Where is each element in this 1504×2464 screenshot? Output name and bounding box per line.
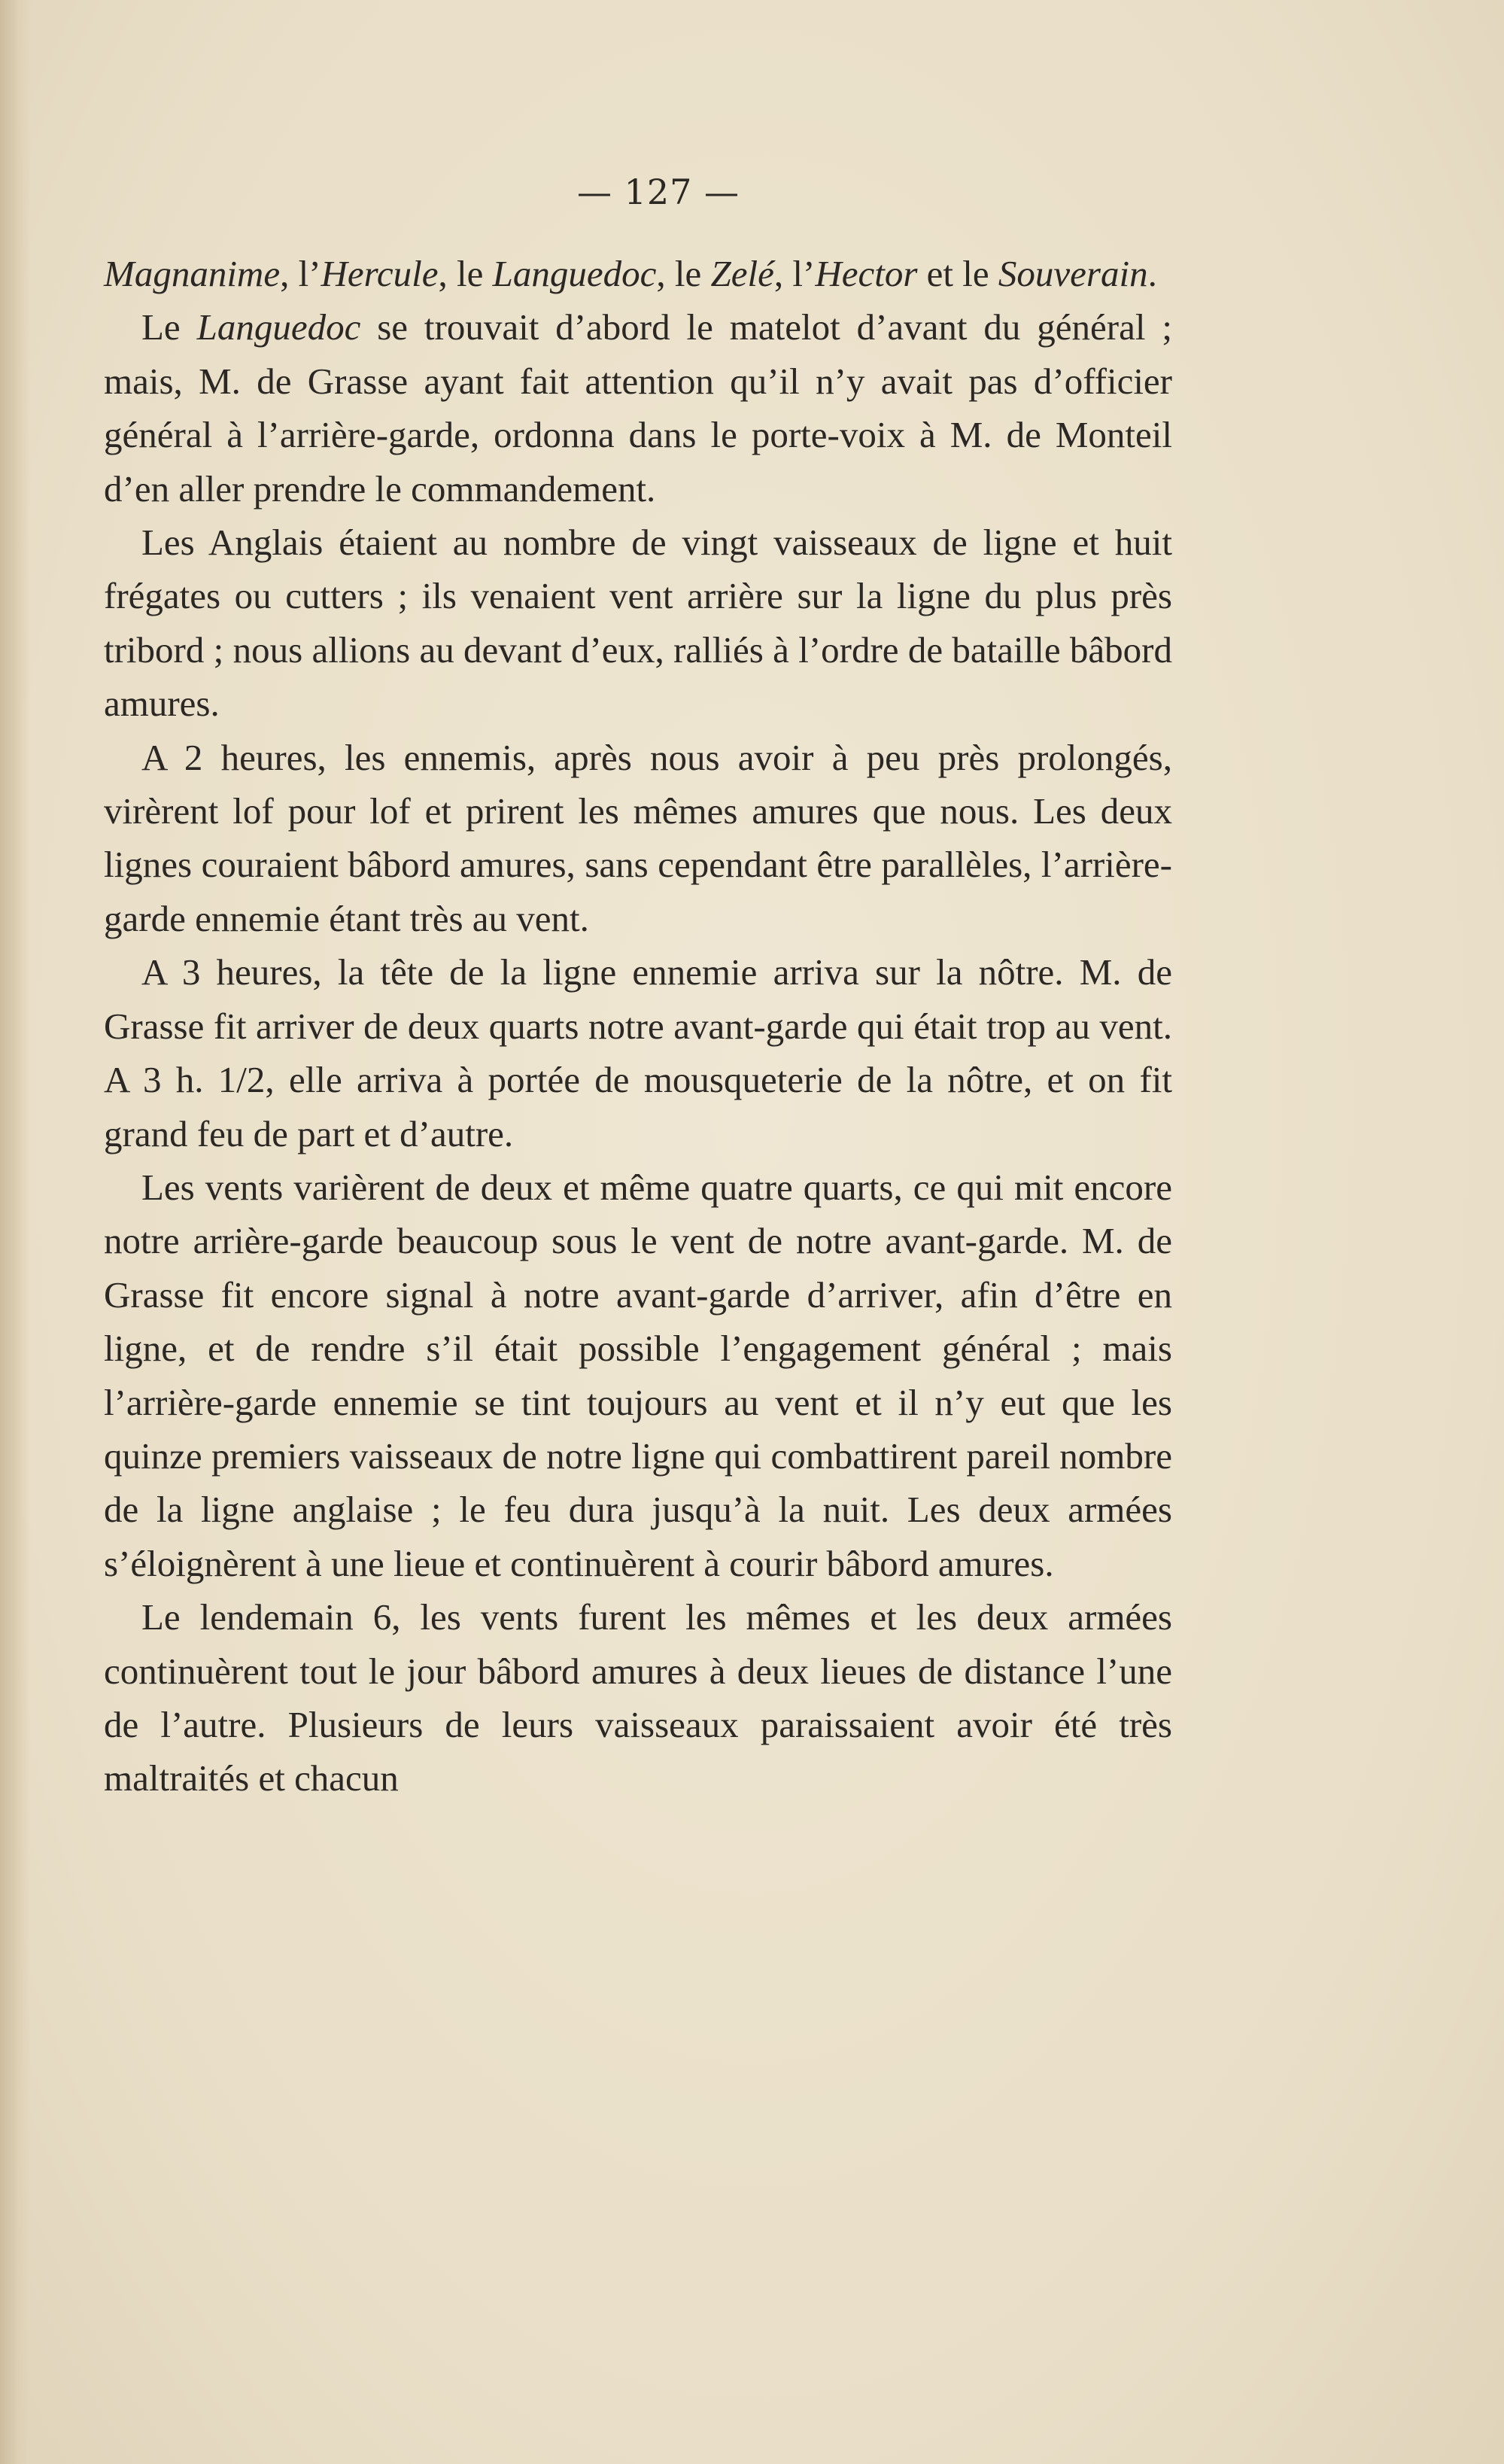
text-run: Les vents varièrent de deux et même quatre quarts, ce qui mit encore notre arrière-garde beaucoup sous le vent de notre avant-garde. M. de Grasse fit encore signal à notre avant-garde d’arriver, afin d’être en ligne, et de rendre s’il était possible l’engagement général ; mais l’arrière-garde ennemie se tint toujours au vent et il n’y eut que les quinze premiers vaisseaux de notre ligne qui combattirent pareil nombre de la ligne anglaise ; le feu dura jusqu’à la nuit. Les deux armées s’éloignèrent à une lieue et continuèrent à courir bâbord amures. — [104, 1166, 1172, 1584]
body-text — [104, 247, 1172, 1805]
ship-name: Zelé — [710, 253, 774, 294]
text-run: , l’ — [280, 253, 321, 294]
page-binding-shadow — [0, 0, 30, 2464]
ship-name: Magnanime — [104, 253, 281, 294]
text-run: Le lendemain 6, les vents furent les mêmes et les deux armées continuèrent tout le jour bâbord amures à deux lieues de distance l’une de l’autre. Plusieurs de leurs vaisseaux paraissaient avoir été très maltraités et chacun — [104, 1596, 1172, 1799]
ship-name: Souverain — [998, 253, 1148, 294]
paragraph — [104, 247, 1172, 300]
ship-name: Languedoc — [196, 306, 361, 348]
text-run: . — [1147, 253, 1157, 294]
ship-name: Hector — [815, 253, 918, 294]
text-run: se trouvait d’abord le matelot d’avant du général ; mais, M. de Grasse ayant fait attention qu’il n’y avait pas d’officier général à l’arrière-garde, ordonna dans le porte-voix à M. de Monteil d’en aller prendre le commandement. — [104, 306, 1172, 510]
paragraph — [104, 1590, 1172, 1805]
text-run: A 2 heures, les ennemis, après nous avoir à peu près prolongés, virèrent lof pour lof et prirent les mêmes amures que nous. Les deux lignes couraient bâbord amures, sans cependant être parallèles, l’arrière-garde ennemie étant très au vent. — [104, 736, 1172, 939]
page-number: — 127 — — [576, 172, 740, 212]
text-run: , le — [438, 253, 493, 294]
paragraph — [104, 516, 1172, 731]
text-run: , l’ — [773, 253, 816, 294]
paragraph — [104, 1161, 1172, 1590]
text-run: Le — [141, 306, 197, 348]
paragraph — [104, 731, 1172, 946]
text-run: Les Anglais étaient au nombre de vingt vaisseaux de ligne et huit frégates ou cutters ; ils venaient vent arrière sur la ligne du plus près tribord ; nous allions au devant d’eux, ralliés à l’ordre de bataille bâbord amures. — [104, 522, 1172, 725]
text-run: A 3 heures, la tête de la ligne ennemie arriva sur la nôtre. M. de Grasse fit arriver de deux quarts notre avant-garde qui était trop au vent. A 3 h. 1/2, elle arriva à portée de mousqueterie de la nôtre, et on fit grand feu de part et d’autre. — [104, 951, 1172, 1154]
text-run: , le — [656, 253, 711, 294]
paragraph — [104, 300, 1172, 516]
ship-name: Hercule — [321, 253, 439, 294]
paragraph — [104, 945, 1172, 1161]
text-run: et le — [917, 253, 998, 294]
ship-name: Languedoc — [492, 253, 657, 294]
